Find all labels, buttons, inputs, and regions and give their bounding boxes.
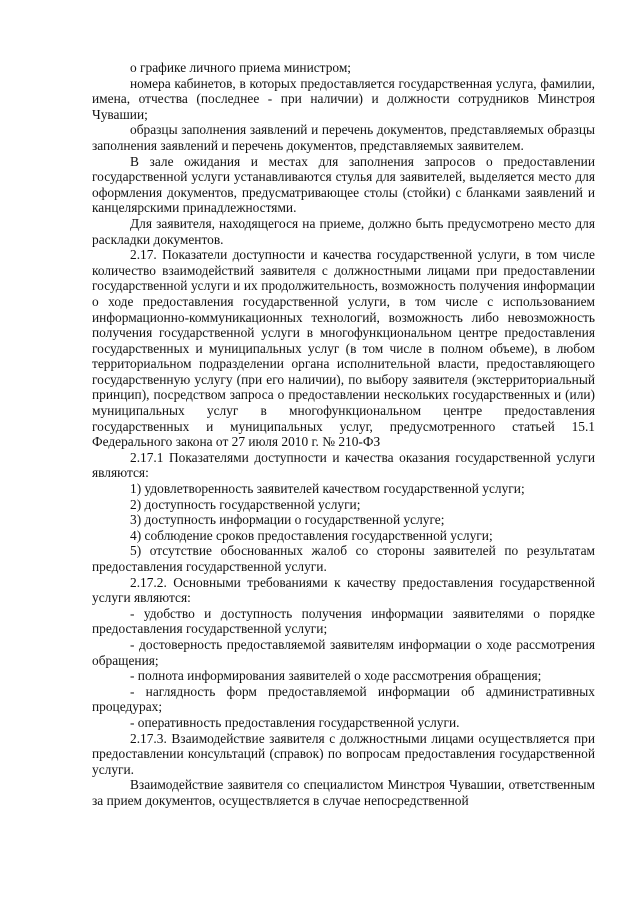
list-item: - оперативность предоставления государственной услуги. [130, 714, 460, 730]
document-body [92, 60, 595, 809]
list-item: - достоверность предоставляемой заявителям информации о ходе рассмотрения обращения; [92, 636, 595, 668]
paragraph: 2.17.3. Взаимодействие заявителя с должностными лицами осуществляется при предоставлении консультаций (справок) по вопросам предоставления государственной услуги. [92, 730, 595, 777]
list-item: 1) удовлетворенность заявителей качеством государственной услуги; [130, 481, 525, 497]
paragraph: Взаимодействие заявителя со специалистом Минстроя Чувашии, ответственным за прием документов, осуществляется в случае непосредственной [92, 777, 595, 808]
paragraph: 2.17.1 Показателями доступности и качества оказания государственной услуги являются: [92, 449, 595, 481]
paragraph: Для заявителя, находящегося на приеме, должно быть предусмотрено место для раскладки документов. [92, 215, 595, 247]
list-item: - полнота информирования заявителей о ходе рассмотрения обращения; [130, 668, 542, 684]
list-item: 3) доступность информации о государственной услуге; [130, 512, 445, 528]
paragraph: о графике личного приема министром; [130, 60, 352, 75]
paragraph: образцы заполнения заявлений и перечень документов, представляемых образцы заполнения заявлений и перечень документов, представляемых заявителем. [92, 122, 595, 153]
list-item: 2) доступность государственной услуги; [130, 496, 361, 512]
paragraph: номера кабинетов, в которых предоставляется государственная услуга, фамилии, имена, отчества (последнее - при наличии) и должности сотрудников Минстроя Чувашии; [92, 75, 595, 122]
list-item: - удобство и доступность получения информации заявителями о порядке предоставления государственной услуги; [92, 605, 595, 637]
list-item: 5) отсутствие обоснованных жалоб со стороны заявителей по результатам предоставления государственной услуги. [92, 543, 595, 574]
list-item: - наглядность форм предоставляемой информации об административных процедурах; [92, 683, 595, 715]
paragraph: В зале ожидания и местах для заполнения запросов о предоставлении государственной услуги устанавливаются стулья для заявителей, выделяется место для оформления документов, предусматривающее столы (стойки) с бланками заявлений и канцелярскими принадлежностями. [92, 153, 595, 216]
paragraph: 2.17. Показатели доступности и качества государственной услуги, в том числе количество взаимодействий заявителя с должностными лицами при предоставлении государственной услуги и их продолжительность, возможность получения информации о ходе предоставления государственной услуги, в том числе с использованием информационно-коммуникационных технологий, возможность либо невозможность получения государственной услуги в многофункциональном центре предоставления государственных и муниципальных услуг (в том числе в полном объеме), в любом территориальном подразделении органа исполнительной власти, предоставляющего государственную услугу (при его наличии), по выбору заявителя (экстерриториальный принцип), посредством запроса о предоставлении нескольких государственных и (или) муниципальных услуг в многофункциональном центре предоставления государственных и муниципальных услуг, предусмотренного статьей 15.1 Федерального закона от 27 июля 2010 г. № 210-ФЗ [92, 247, 595, 450]
paragraph: 2.17.2. Основными требованиями к качеству предоставления государственной услуги являются: [92, 574, 595, 606]
list-item: 4) соблюдение сроков предоставления государственной услуги; [130, 527, 493, 543]
